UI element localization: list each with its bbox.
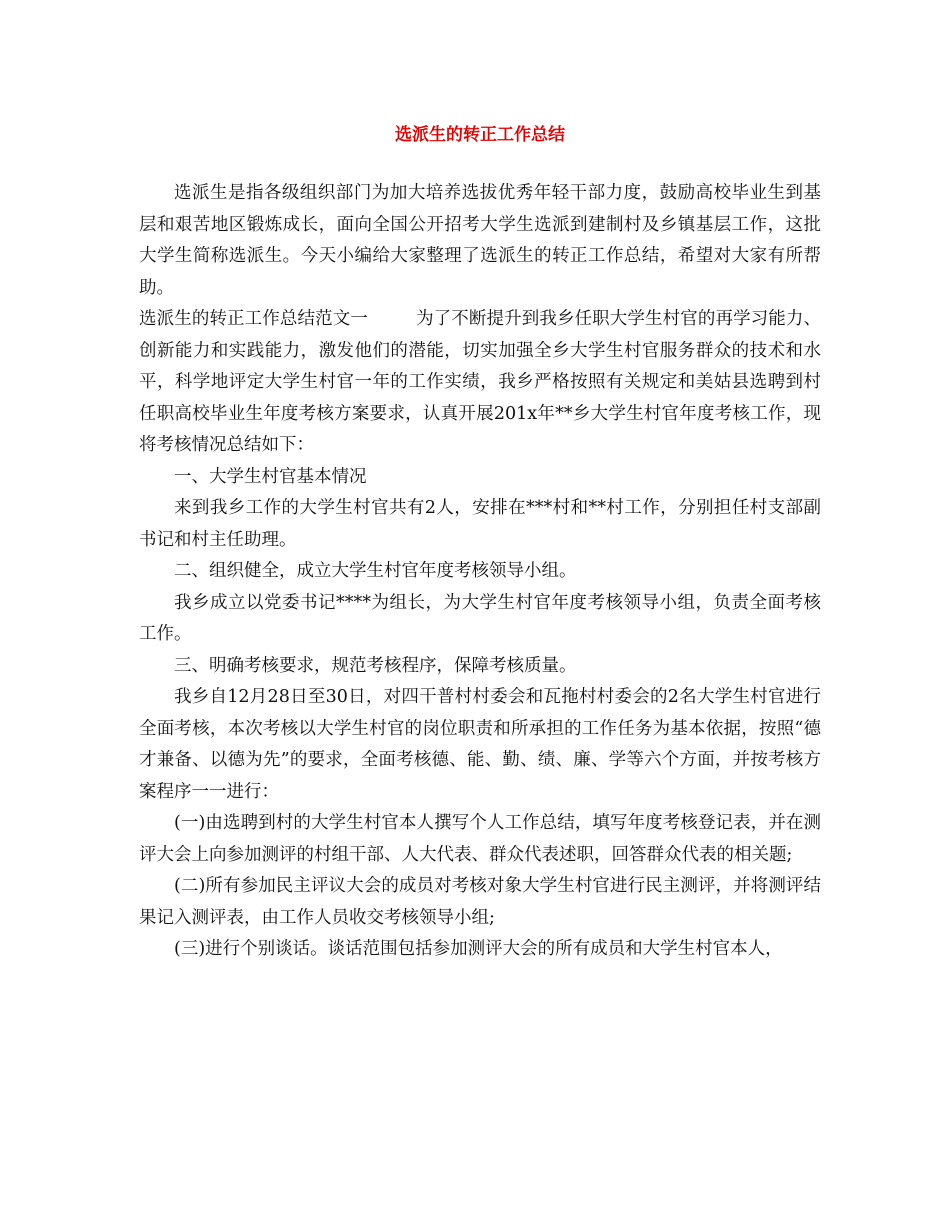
section2-body: 我乡成立以党委书记****为组长，为大学生村官年度考核领导小组，负责全面考核工作。 (139, 592, 821, 644)
section1-body: 来到我乡工作的大学生村官共有2人，安排在***村和**村工作，分别担任村支部副书记和村主任助理。 (139, 498, 821, 550)
sample-paragraph (139, 304, 821, 462)
document-title: 选派生的转正工作总结 (395, 125, 565, 145)
step1-paragraph: (一)由选聘到村的大学生村官本人撰写个人工作总结，填写年度考核登记表，并在测评大会上向参加测评的村组干部、人大代表、群众代表述职，回答群众代表的相关题; (139, 813, 821, 865)
document-page (139, 118, 821, 966)
section3-heading: 三、明确考核要求，规范考核程序，保障考核质量。 (174, 655, 577, 676)
intro-paragraph: 选派生是指各级组织部门为加大培养选拔优秀年轻干部力度，鼓励高校毕业生到基层和艰苦地区锻炼成长，面向全国公开招考大学生选派到建制村及乡镇基层工作，这批大学生简称选派生。今天小编给大家整理了选派生的转正工作总结，希望对大家有所帮助。 (139, 183, 821, 298)
sample-heading: 选派生的转正工作总结范文一 (139, 309, 368, 329)
step2-paragraph: (二)所有参加民主评议大会的成员对考核对象大学生村官进行民主测评，并将测评结果记入测评表，由工作人员收交考核领导小组; (139, 876, 821, 928)
sample-lead-text: 为了不断提升到我乡任职大学生村官的再学习能力、创新能力和实践能力，激发他们的潜能，切实加强全乡大学生村官服务群众的技术和水平，科学地评定大学生村官一年的工作实绩，我乡严格按照有关规定和美姑县选聘到村任职高校毕业生年度考核方案要求，认真开展201x年**乡大学生村官年度考核工作，现将考核情况总结如下： (139, 309, 822, 455)
section2-heading: 二、组织健全，成立大学生村官年度考核领导小组。 (174, 561, 577, 581)
step3-paragraph: (三)进行个别谈话。谈话范围包括参加测评大会的所有成员和大学生村官本人， (174, 939, 783, 959)
section1-heading: 一、大学生村官基本情况 (174, 466, 367, 487)
section3-body: 我乡自12月28日至30日，对四干普村村委会和瓦拖村村委会的2名大学生村官进行全面考核，本次考核以大学生村官的岗位职责和所承担的工作任务为基本依据，按照“德才兼备、以德为先”的要求，全面考核德、能、勤、绩、廉、学等六个方面，并按考核方案程序一一进行： (139, 687, 821, 802)
